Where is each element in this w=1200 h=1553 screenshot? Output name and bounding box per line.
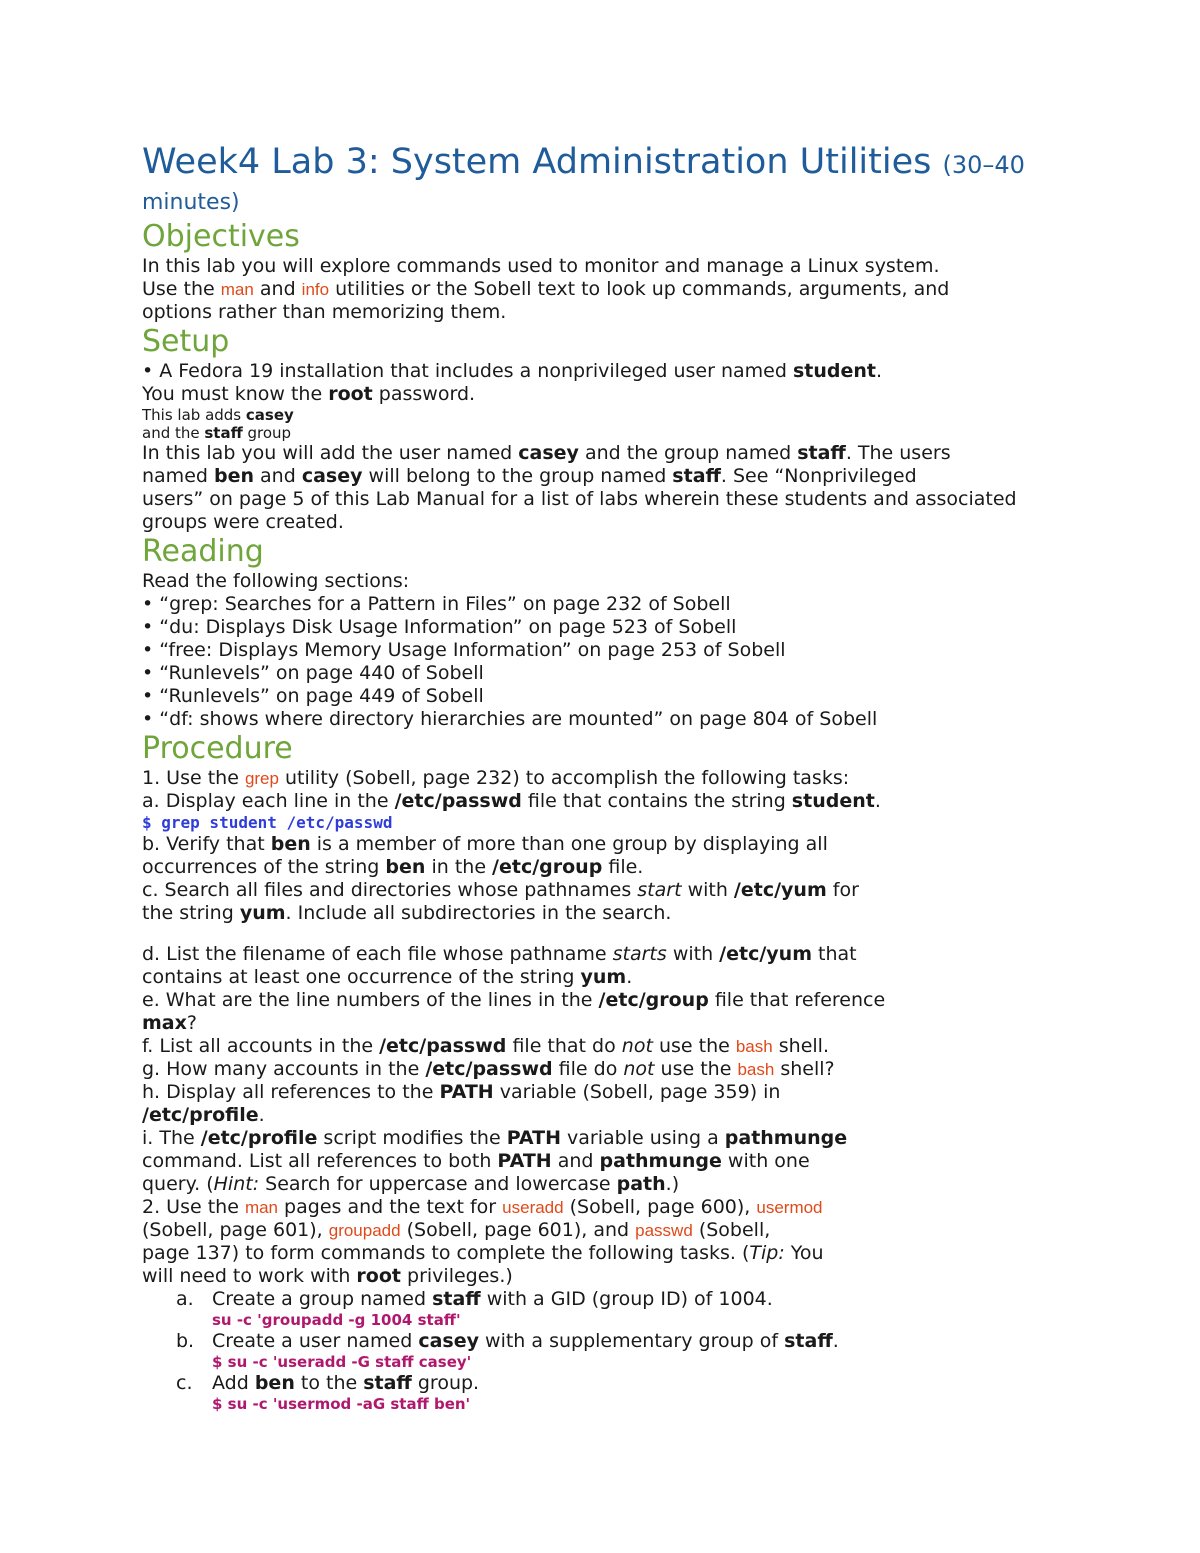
answer-code: $ su -c 'useradd -G staff casey' — [212, 1353, 472, 1371]
bash-command: bash — [737, 1060, 775, 1079]
objectives-line: options rather than memorizing them. — [142, 301, 507, 323]
setup-line: • A Fedora 19 installation that includes a nonprivileged user named student. — [142, 360, 883, 382]
subtask-c: c. Add ben to the staff group. — [176, 1372, 480, 1394]
setup-line: named ben and casey will belong to the group named staff. See “Nonprivileged — [142, 465, 917, 487]
setup-note: and the staff group — [142, 424, 292, 442]
answer-code: $ grep student /etc/passwd — [142, 813, 393, 832]
subtask-b: b. Create a user named casey with a supplementary group of staff. — [176, 1330, 839, 1352]
setup-note: This lab adds casey — [142, 406, 294, 424]
procedure-task: query. (Hint: Search for uppercase and lowercase path.) — [142, 1173, 680, 1195]
objectives-line: Use the man and info utilities or the Sobell text to look up commands, arguments, and — [142, 278, 950, 300]
procedure-task: occurrences of the string ben in the /etc/group file. — [142, 856, 644, 878]
setup-line: You must know the root password. — [142, 383, 476, 405]
answer-code: $ su -c 'usermod -aG staff ben' — [212, 1395, 471, 1413]
groupadd-command: groupadd — [328, 1221, 401, 1240]
procedure-step: 2. Use the man pages and the text for useradd (Sobell, page 600), usermod — [142, 1196, 823, 1218]
procedure-task: c. Search all files and directories whose pathnames start with /etc/yum for — [142, 879, 859, 901]
procedure-task: i. The /etc/profile script modifies the PATH variable using a pathmunge — [142, 1127, 848, 1149]
setup-line: groups were created. — [142, 511, 344, 533]
procedure-task: contains at least one occurrence of the string yum. — [142, 966, 633, 988]
answer-code: su -c 'groupadd -g 1004 staff' — [212, 1311, 461, 1329]
reading-item: • “free: Displays Memory Usage Information” on page 253 of Sobell — [142, 639, 786, 661]
section-procedure: Procedure — [142, 731, 293, 766]
passwd-command: passwd — [635, 1221, 693, 1240]
procedure-task: a. Display each line in the /etc/passwd file that contains the string student. — [142, 790, 881, 812]
procedure-task: f. List all accounts in the /etc/passwd file that do not use the bash shell. — [142, 1035, 829, 1057]
setup-line: users” on page 5 of this Lab Manual for a list of labs wherein these students and associated — [142, 488, 1017, 510]
usermod-command: usermod — [756, 1198, 823, 1217]
reading-item: • “Runlevels” on page 440 of Sobell — [142, 662, 484, 684]
reading-item: • “Runlevels” on page 449 of Sobell — [142, 685, 484, 707]
procedure-step: will need to work with root privileges.) — [142, 1265, 513, 1287]
title-duration-cont: minutes) — [142, 190, 240, 215]
lab-document — [142, 140, 1072, 1414]
section-objectives: Objectives — [142, 219, 300, 254]
section-setup: Setup — [142, 324, 230, 359]
title-main: Week4 Lab 3: System Administration Utilities — [142, 142, 943, 182]
procedure-step: (Sobell, page 601), groupadd (Sobell, page 601), and passwd (Sobell, — [142, 1219, 771, 1241]
procedure-step: page 137) to form commands to complete the following tasks. (Tip: You — [142, 1242, 824, 1264]
man-command: man — [220, 280, 254, 299]
objectives-line: In this lab you will explore commands used to monitor and manage a Linux system. — [142, 255, 940, 277]
reading-item: • “du: Displays Disk Usage Information” on page 523 of Sobell — [142, 616, 737, 638]
procedure-task: b. Verify that ben is a member of more than one group by displaying all — [142, 833, 828, 855]
procedure-task: /etc/profile. — [142, 1104, 265, 1126]
grep-command: grep — [244, 769, 279, 788]
procedure-task: the string yum. Include all subdirectories in the search. — [142, 902, 672, 924]
procedure-task: d. List the filename of each file whose pathname starts with /etc/yum that — [142, 943, 857, 965]
bash-command: bash — [735, 1037, 773, 1056]
man-command: man — [244, 1198, 279, 1217]
procedure-task: e. What are the line numbers of the lines in the /etc/group file that reference — [142, 989, 886, 1011]
procedure-task: command. List all references to both PATH and pathmunge with one — [142, 1150, 810, 1172]
subtask-a: a. Create a group named staff with a GID (group ID) of 1004. — [176, 1288, 773, 1310]
page-title — [142, 140, 1072, 219]
reading-item: • “grep: Searches for a Pattern in Files” on page 232 of Sobell — [142, 593, 731, 615]
procedure-step: 1. Use the grep utility (Sobell, page 232) to accomplish the following tasks: — [142, 767, 850, 789]
useradd-command: useradd — [502, 1198, 564, 1217]
procedure-task: h. Display all references to the PATH variable (Sobell, page 359) in — [142, 1081, 781, 1103]
reading-intro: Read the following sections: — [142, 570, 410, 592]
reading-item: • “df: shows where directory hierarchies are mounted” on page 804 of Sobell — [142, 708, 878, 730]
blank-line — [142, 925, 1072, 943]
section-reading: Reading — [142, 534, 264, 569]
procedure-task: max? — [142, 1012, 197, 1034]
procedure-task: g. How many accounts in the /etc/passwd file do not use the bash shell? — [142, 1058, 835, 1080]
info-command: info — [301, 280, 330, 299]
setup-line: In this lab you will add the user named casey and the group named staff. The users — [142, 442, 951, 464]
title-duration: (30–40 — [942, 151, 1025, 179]
